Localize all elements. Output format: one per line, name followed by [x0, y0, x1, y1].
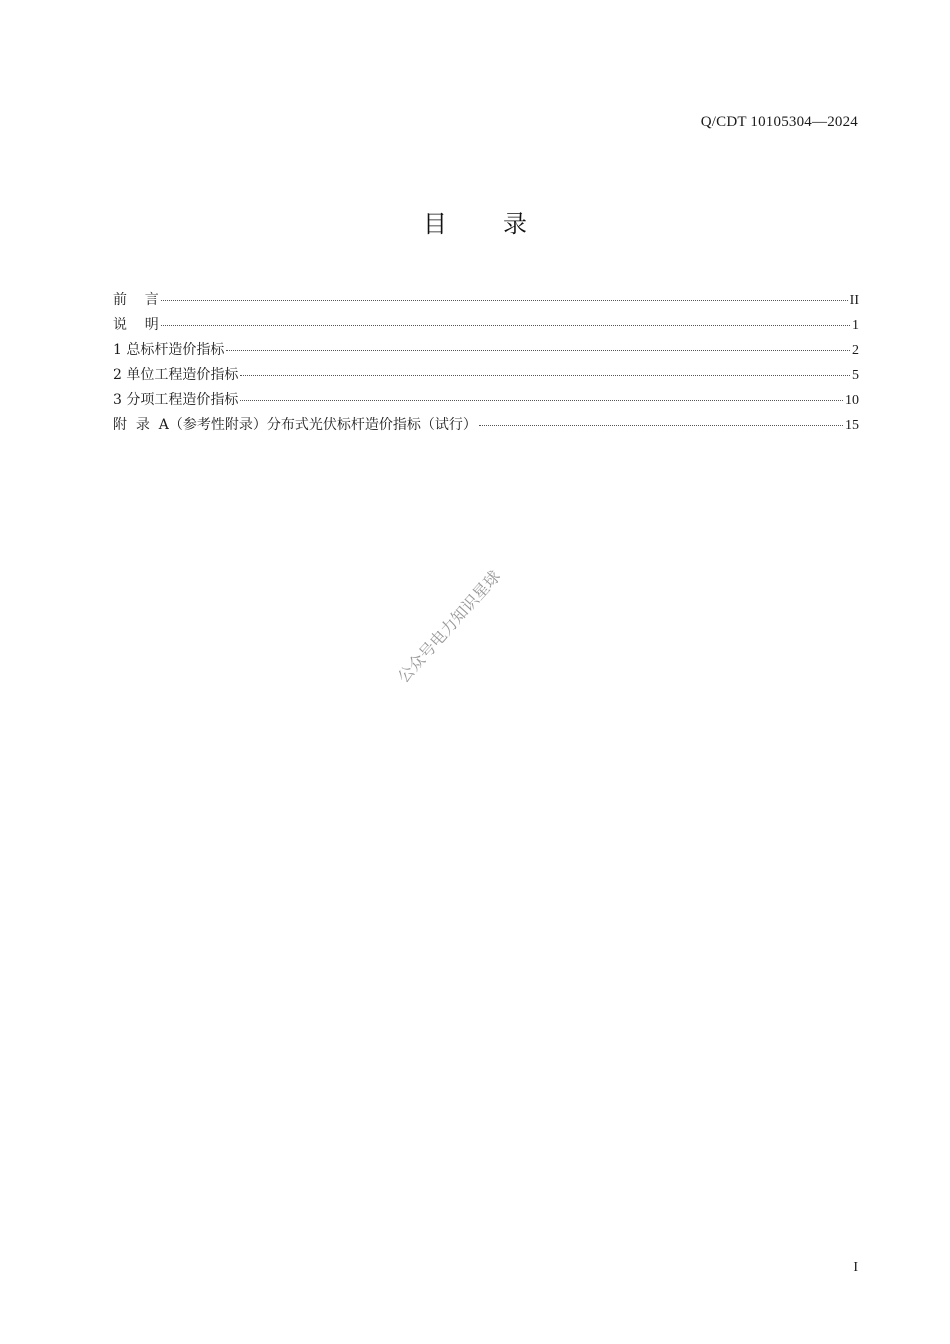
toc-entry-section-1[interactable]	[113, 340, 859, 365]
toc-entry-label: 附 录 A（参考性附录）分布式光伏标杆造价指标（试行）	[113, 417, 477, 433]
toc-entry-label: 说 明	[113, 317, 159, 333]
toc-entry-page: II	[849, 293, 859, 308]
table-of-contents	[113, 290, 859, 440]
toc-entry-page: 15	[845, 418, 859, 433]
toc-entry-label: 3 分项工程造价指标	[113, 392, 239, 408]
toc-entry-page: 5	[852, 368, 859, 383]
toc-leader-dots	[479, 425, 843, 426]
toc-entry-label: 前 言	[113, 292, 159, 308]
toc-entry-section-3[interactable]	[113, 390, 859, 415]
toc-entry-label: 2 单位工程造价指标	[113, 367, 239, 383]
toc-leader-dots	[161, 300, 848, 301]
toc-entry-page: 10	[845, 393, 859, 408]
page-title	[0, 204, 950, 239]
toc-leader-dots	[240, 375, 850, 376]
toc-entry-page: 1	[852, 318, 859, 333]
title-char-2: 录	[503, 210, 527, 238]
toc-leader-dots	[226, 350, 850, 351]
toc-entry-section-2[interactable]	[113, 365, 859, 390]
toc-leader-dots	[161, 325, 850, 326]
toc-entry-label: 1 总标杆造价指标	[113, 342, 225, 358]
watermark-text: 公众号电力知识星球	[393, 566, 505, 687]
page-number: I	[853, 1260, 858, 1275]
toc-leader-dots	[240, 400, 843, 401]
toc-entry-foreword[interactable]	[113, 290, 859, 315]
toc-entry-page: 2	[852, 343, 859, 358]
title-char-1: 目	[423, 210, 447, 238]
toc-entry-explanation[interactable]	[113, 315, 859, 340]
standard-code: Q/CDT 10105304—2024	[700, 114, 858, 130]
toc-entry-appendix-a[interactable]	[113, 415, 859, 440]
